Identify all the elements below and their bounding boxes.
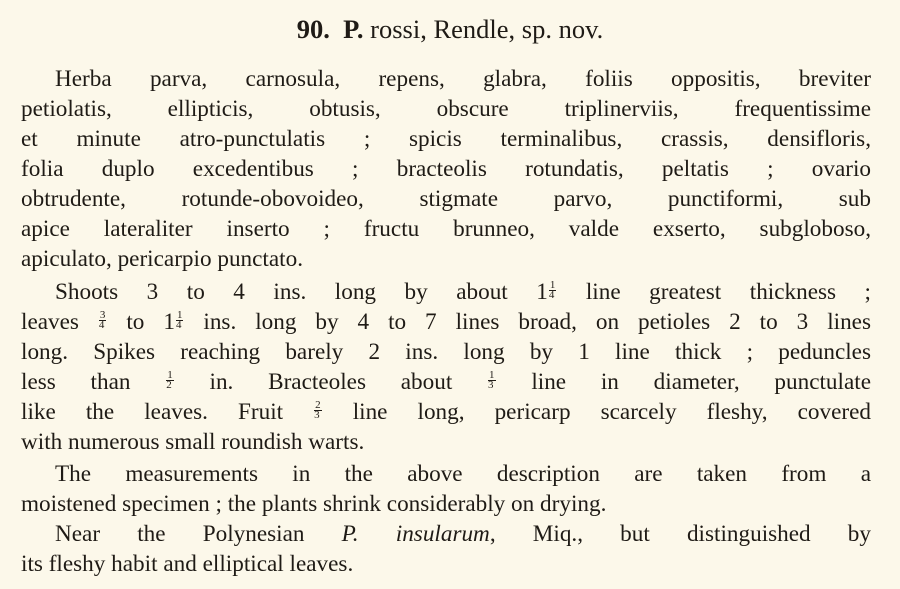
text-run: line long, pericarp scarcely fleshy, covered bbox=[322, 399, 871, 425]
text-run: to 1 bbox=[107, 309, 175, 335]
english-line bbox=[21, 367, 871, 397]
latin-line: folia duplo excedentibus ; bracteolis rotundatis, peltatis ; ovario bbox=[21, 156, 871, 182]
species-name: rossi, bbox=[370, 14, 427, 44]
measurements-line: The measurements in the above description are taken from a bbox=[55, 461, 871, 487]
english-line: with numerous small roundish warts. bbox=[21, 429, 365, 455]
text-run: , Miq., but distinguished by bbox=[489, 521, 871, 547]
fraction-one-quarter bbox=[549, 281, 557, 300]
species-authority: Rendle, sp. nov. bbox=[433, 14, 604, 44]
text-run: line in diameter, punctulate bbox=[496, 369, 871, 395]
text-run: Shoots 3 to 4 ins. long by about 1 bbox=[55, 279, 548, 305]
fraction-numerator: 1 bbox=[176, 309, 183, 322]
english-description bbox=[21, 277, 871, 457]
fraction-denominator: 4 bbox=[98, 319, 105, 332]
text-run: in. Bracteoles about bbox=[174, 369, 488, 395]
latin-line: Herba parva, carnosula, repens, glabra, foliis oppositis, breviter bbox=[55, 66, 871, 92]
english-line bbox=[21, 277, 871, 307]
fraction-three-quarters bbox=[99, 311, 107, 330]
measurements-line: moistened specimen ; the plants shrink considerably on drying. bbox=[21, 491, 607, 517]
english-line bbox=[21, 397, 871, 427]
fraction-denominator: 3 bbox=[314, 409, 320, 422]
text-run: Near the Polynesian bbox=[55, 521, 342, 547]
fraction-numerator: 1 bbox=[489, 369, 495, 382]
fraction-numerator: 2 bbox=[315, 399, 321, 412]
latin-line: et minute atro-punctulatis ; spicis terminalibus, crassis, densifloris, bbox=[21, 126, 871, 152]
text-run: ins. long by 4 to 7 lines broad, on petioles 2 to 3 lines bbox=[184, 309, 871, 335]
english-line: long. Spikes reaching barely 2 ins. long by 1 line thick ; peduncles bbox=[21, 339, 871, 365]
fraction-one-quarter bbox=[176, 311, 184, 330]
fraction-denominator: 4 bbox=[548, 289, 555, 302]
species-number: 90. bbox=[296, 14, 330, 44]
latin-line: petiolatis, ellipticis, obtusis, obscure triplinerviis, frequentissime bbox=[21, 96, 871, 122]
fraction-one-third bbox=[488, 371, 496, 390]
latin-description bbox=[21, 64, 871, 274]
text-run: like the leaves. Fruit bbox=[21, 399, 314, 425]
fraction-numerator: 1 bbox=[549, 279, 556, 292]
fraction-denominator: 2 bbox=[166, 379, 172, 392]
latin-line: apiculato, pericarpio punctato. bbox=[21, 246, 303, 272]
fraction-one-half bbox=[166, 371, 174, 390]
comparison-line: its fleshy habit and elliptical leaves. bbox=[21, 551, 354, 577]
fraction-numerator: 3 bbox=[99, 309, 106, 322]
fraction-denominator: 3 bbox=[488, 379, 494, 392]
measurements-note bbox=[21, 459, 871, 519]
text-run: less than bbox=[21, 369, 166, 395]
fraction-denominator: 4 bbox=[175, 319, 182, 332]
text-run: leaves bbox=[21, 309, 98, 335]
latin-line: apice lateraliter inserto ; fructu brunneo, valde exserto, subgloboso, bbox=[21, 216, 871, 242]
fraction-numerator: 1 bbox=[167, 369, 173, 382]
latin-line: obtrudente, rotunde-obovoideo, stigmate parvo, punctiformi, sub bbox=[21, 186, 871, 212]
species-reference: P. insularum bbox=[341, 521, 490, 547]
species-heading bbox=[0, 12, 900, 46]
text-run: line greatest thickness ; bbox=[557, 279, 871, 305]
english-line bbox=[21, 307, 871, 337]
comparison-line bbox=[21, 519, 871, 549]
fraction-two-thirds bbox=[314, 401, 322, 420]
comparison-note bbox=[21, 519, 871, 579]
genus-abbrev: P. bbox=[343, 14, 364, 44]
